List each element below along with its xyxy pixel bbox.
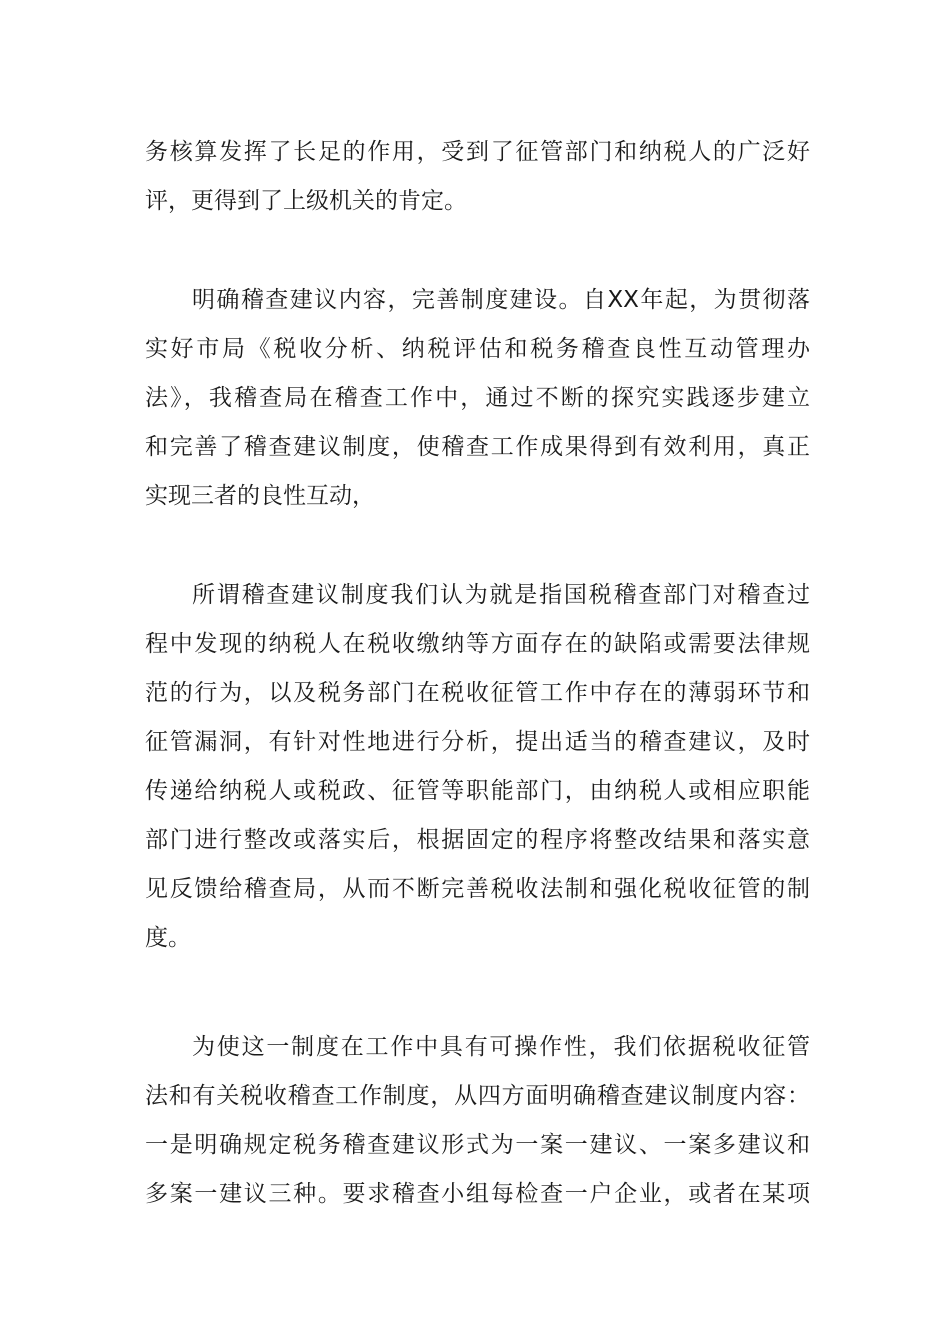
paragraph-line: 传递给纳税人或税政、征管等职能部门，由纳税人或相应职能 <box>145 778 810 804</box>
paragraph-line: 多案一建议三种。要求稽查小组每检查一户企业，或者在某项 <box>145 1181 810 1207</box>
paragraph-line: 法》，我稽查局在稽查工作中，通过不断的探究实践逐步建立 <box>145 385 810 411</box>
paragraph-line: 为使这一制度在工作中具有可操作性，我们依据税收征管 <box>192 1034 810 1060</box>
paragraph-1 <box>145 128 810 226</box>
paragraph-line: 范的行为，以及税务部门在税收征管工作中存在的薄弱环节和 <box>145 680 810 706</box>
paragraph-line: 务核算发挥了长足的作用，受到了征管部门和纳税人的广泛好 <box>145 139 810 165</box>
paragraph-line: 和完善了稽查建议制度，使稽查工作成果得到有效利用，真正 <box>145 434 810 460</box>
paragraph-3 <box>145 571 810 963</box>
paragraph-line: 评，更得到了上级机关的肯定。 <box>145 188 467 214</box>
paragraph-line: 实现三者的良性互动， <box>145 483 375 509</box>
paragraph-line: 征管漏洞，有针对性地进行分析，提出适当的稽查建议，及时 <box>145 729 810 755</box>
paragraph-line: 见反馈给稽查局，从而不断完善税收法制和强化税收征管的制 <box>145 876 810 902</box>
paragraph-2 <box>145 276 810 521</box>
paragraph-line: 程中发现的纳税人在税收缴纳等方面存在的缺陷或需要法律规 <box>145 631 810 657</box>
paragraph-line: 法和有关税收稽查工作制度，从四方面明确稽查建议制度内容： <box>145 1083 810 1109</box>
paragraph-line: 明确稽查建议内容，完善制度建设。自XX年起，为贯彻落 <box>192 287 810 313</box>
paragraph-4 <box>145 1023 810 1219</box>
paragraph-line: 所谓稽查建议制度我们认为就是指国税稽查部门对稽查过 <box>192 582 810 608</box>
paragraph-line: 一是明确规定税务稽查建议形式为一案一建议、一案多建议和 <box>145 1132 810 1158</box>
paragraph-line: 实好市局《税收分析、纳税评估和税务稽查良性互动管理办 <box>145 336 810 362</box>
paragraph-line: 度。 <box>145 925 191 951</box>
paragraph-line: 部门进行整改或落实后，根据固定的程序将整改结果和落实意 <box>145 827 810 853</box>
